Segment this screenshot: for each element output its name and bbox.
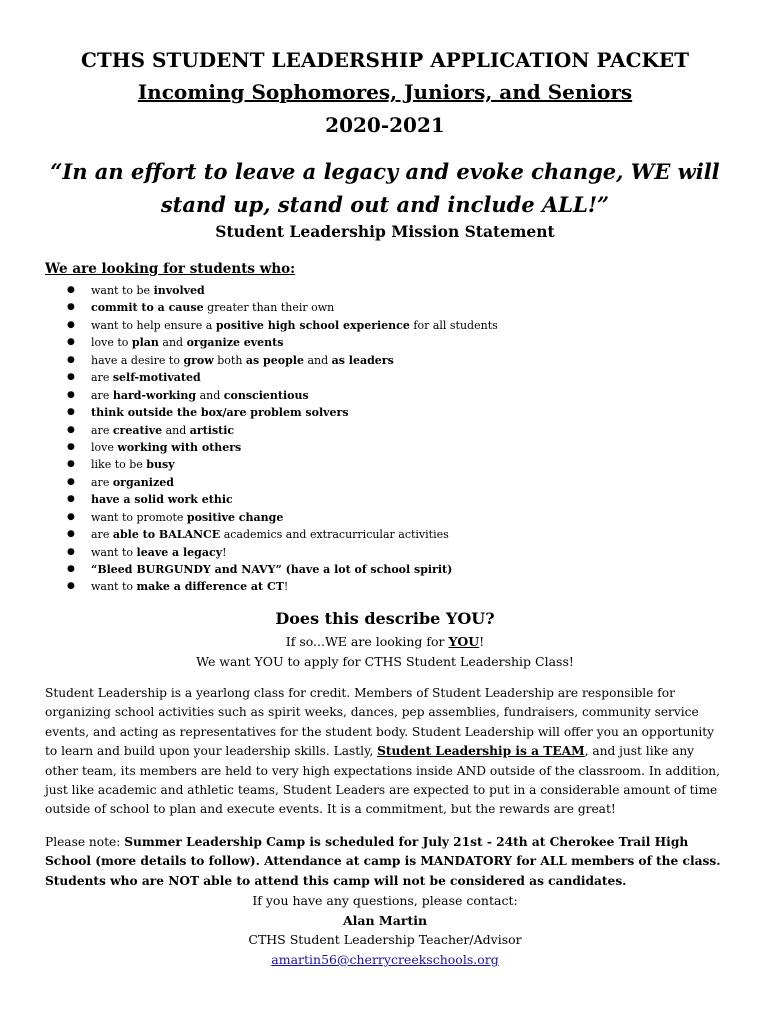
criteria-text: are hard-working and conscientious <box>91 388 309 402</box>
criteria-text: want to be involved <box>91 284 205 297</box>
criteria-text: are organized <box>91 475 174 489</box>
bullet-icon: ● <box>67 285 75 295</box>
criteria-text: have a solid work ethic <box>91 493 233 507</box>
bullet-icon: ● <box>67 302 75 313</box>
if-so-line <box>0 634 770 649</box>
contact-name: Alan Martin <box>342 912 428 928</box>
school-year: 2020-2021 <box>325 113 445 137</box>
paragraph-emphasis: Student Leadership is a TEAM <box>377 744 585 759</box>
criteria-text: are self-motivated <box>91 371 201 385</box>
criteria-text: are able to BALANCE academics and extracurricular activities <box>91 528 449 542</box>
criteria-text: want to leave a legacy! <box>91 545 227 559</box>
criteria-text: are creative and artistic <box>91 423 235 437</box>
page-subtitle: Incoming Sophomores, Juniors, and Seniors <box>137 80 633 104</box>
mission-statement-label: Student Leadership Mission Statement <box>215 222 555 241</box>
describe-heading: Does this describe YOU? <box>275 609 495 628</box>
criteria-text: want to help ensure a positive high school experience for all students <box>91 318 498 332</box>
contact-email-link[interactable]: amartin56@cherrycreekschools.org <box>271 951 499 967</box>
bullet-icon: ● <box>67 441 75 452</box>
criteria-text: want to make a difference at CT! <box>91 580 289 594</box>
criteria-text: “Bleed BURGUNDY and NAVY” (have a lot of school spirit) <box>91 563 453 576</box>
note-body: Summer Leadership Camp is scheduled for July 21st - 24th at Cherokee Trail High School (more details to follow). Attendance at camp is MANDATORY for ALL members of the class. Students who are NOT able to attend this camp will not be considered as candidates. <box>45 835 721 888</box>
bullet-icon: ● <box>67 389 75 400</box>
bullet-icon: ● <box>67 424 75 435</box>
contact-block <box>0 891 770 969</box>
criteria-text: love to plan and organize events <box>91 336 284 350</box>
bullet-icon: ● <box>67 337 75 348</box>
criteria-text: have a desire to grow both as people and as leaders <box>91 353 394 367</box>
page-title: CTHS STUDENT LEADERSHIP APPLICATION PACKET <box>80 48 690 72</box>
bullet-icon: ● <box>67 581 75 592</box>
criteria-text: want to promote positive change <box>91 510 284 524</box>
bullet-icon: ● <box>67 354 75 365</box>
bullet-icon: ● <box>67 319 75 330</box>
if-so-suffix: ! <box>479 634 485 649</box>
camp-note <box>45 833 730 891</box>
bullet-icon: ● <box>67 494 75 505</box>
criteria-text: commit to a cause greater than their own <box>91 301 335 315</box>
criteria-text: like to be busy <box>91 458 175 472</box>
bullet-icon: ● <box>67 511 75 522</box>
description-paragraph <box>45 684 730 820</box>
apply-invitation: We want YOU to apply for CTHS Student Leadership Class! <box>196 654 574 669</box>
contact-role: CTHS Student Leadership Teacher/Advisor <box>248 932 522 948</box>
bullet-icon: ● <box>67 546 75 557</box>
bullet-icon: ● <box>67 459 75 470</box>
criteria-text: think outside the box/are problem solvers <box>91 406 349 420</box>
mission-quote: “In an effort to leave a legacy and evoke change, WE will stand up, stand out and include ALL!” <box>50 159 720 217</box>
paragraph-part-2: , and just like any other team, its members are held to very high expectations inside AND outside of the classroom. In addition, just like academic and athletic teams, Student Leaders are expected to put in a considerable amount of time outside of school to plan and execute events. It is a commitment, but the rewards are great! <box>45 744 721 817</box>
bullet-icon: ● <box>67 564 75 574</box>
bullet-icon: ● <box>67 407 75 418</box>
paragraph-part-1: Student Leadership is a yearlong class for credit. Members of Student Leadership are responsible for organizing school activities such as spirit weeks, dances, pep assemblies, fundraisers, community service events, and acting as representatives for the student body. Student Leadership will offer you an opportunity to learn and build upon your leadership skills. Lastly, <box>45 686 715 759</box>
criteria-text: love working with others <box>91 440 242 454</box>
note-prefix: Please note: <box>45 835 125 849</box>
bullet-icon: ● <box>67 372 75 383</box>
contact-intro: If you have any questions, please contact: <box>252 893 518 908</box>
if-so-prefix: If so...WE are looking for <box>285 634 449 649</box>
bullet-icon: ● <box>67 529 75 540</box>
bullet-icon: ● <box>67 476 75 487</box>
criteria-heading: We are looking for students who: <box>45 261 296 277</box>
if-so-you: YOU <box>448 634 480 649</box>
